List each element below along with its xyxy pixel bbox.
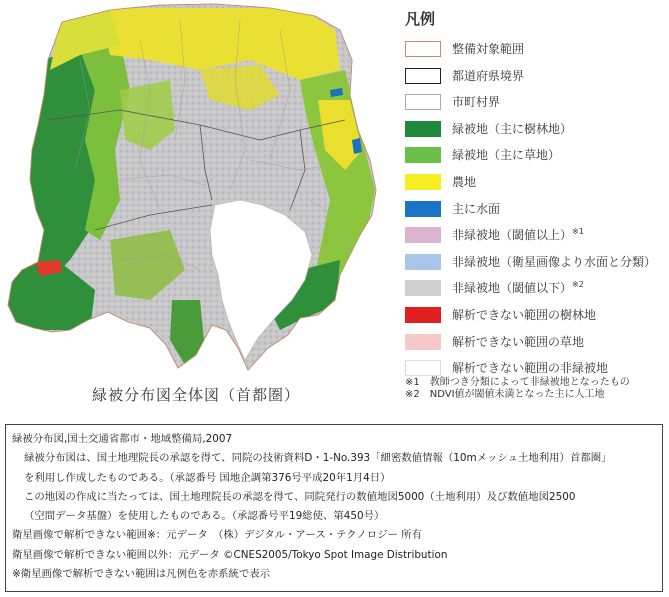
- legend-item: [405, 252, 665, 274]
- legend-label: 緑被地（主に草地）: [452, 148, 561, 163]
- legend-item: [405, 305, 665, 327]
- legend-item: [405, 92, 665, 114]
- legend-swatch: [405, 201, 441, 217]
- legend-label: 緑被地（主に樹林地）: [452, 121, 573, 136]
- credit-line-7: 衛星画像で解析できない範囲以外：元データ ©CNES2005/Tokyo Spot Image Distribution: [12, 548, 448, 561]
- legend-footnote-mark: ※2: [572, 280, 584, 290]
- legend-label: 整備対象範囲: [452, 42, 525, 56]
- legend-label: 農地: [452, 174, 477, 189]
- legend-list: [405, 39, 665, 380]
- legend-swatch: [405, 121, 441, 137]
- legend-swatch: [405, 360, 441, 376]
- legend-item: [405, 225, 665, 247]
- legend-item: [405, 145, 665, 167]
- legend-swatch: [405, 307, 441, 323]
- credit-line-2: 緑被分布図は、国土地理院長の承認を得て、同院の技術資料D・1-No.393「細密数値情報（10mメッシュ土地利用）首都圏」: [24, 452, 612, 465]
- legend-swatch: [405, 68, 441, 84]
- legend-swatch: [405, 227, 441, 243]
- legend-label: 主に水面: [452, 201, 501, 216]
- credit-line-6: 衛星画像で解析できない範囲※：元データ （株）デジタル・アース・テクノロジー 所有: [12, 529, 422, 542]
- legend-swatch: [405, 147, 441, 163]
- legend-swatch: [405, 254, 441, 270]
- legend-label: 非緑被地（閾値以上）$^{※1}$: [452, 227, 584, 243]
- legend-label: 解析できない範囲の樹林地: [452, 307, 597, 322]
- note-1: ※1 教師つき分類によって非緑被地となったもの: [405, 377, 630, 388]
- legend-notes: [405, 377, 667, 401]
- legend-item: [405, 119, 665, 141]
- greenery-distribution-map[interactable]: [0, 0, 400, 380]
- legend-label: 非緑被地（衛星画像より水面と分類）: [452, 254, 657, 269]
- credits-box: [5, 424, 663, 592]
- legend-item: [405, 332, 665, 354]
- credit-line-5: （空間データ基盤）を使用したものである。（承認番号平19総使、第450号）: [24, 510, 385, 523]
- legend-swatch: [405, 94, 441, 110]
- legend-label: 都道府県境界: [452, 68, 525, 83]
- legend-swatch: [405, 334, 441, 350]
- legend-label: 非緑被地（閾値以下）$^{※2}$: [452, 280, 584, 296]
- legend-label: 解析できない範囲の非緑被地: [452, 361, 609, 376]
- note-2: ※2 NDVI値が閾値未満となった主に人工地: [405, 389, 605, 400]
- legend-title: 凡例: [405, 10, 436, 28]
- credit-line-8: ※衛星画像で解析できない範囲は凡例色を赤系統で表示: [12, 568, 271, 581]
- credit-line-3: を利用し作成したものである。（承認番号 国地企調第376号平成20年1月4日）: [24, 471, 391, 484]
- credit-line-source: 緑被分布図,国土交通省都市・地域整備局,2007: [12, 433, 233, 445]
- map-title: 緑被分布図全体図（首都圏）: [92, 386, 301, 404]
- legend-item: [405, 278, 665, 300]
- legend-item: [405, 66, 665, 88]
- legend: [405, 8, 665, 385]
- legend-item: [405, 172, 665, 194]
- legend-item: [405, 39, 665, 61]
- credit-line-4: この地図の作成に当たっては、国土地理院長の承認を得て、同院発行の数値地図5000（土地利用）及び数値地図2500: [24, 490, 576, 503]
- legend-item: [405, 199, 665, 221]
- legend-swatch: [405, 174, 441, 190]
- legend-label: 解析できない範囲の草地: [452, 334, 585, 349]
- legend-label: 市町村界: [452, 95, 501, 110]
- legend-swatch: [405, 41, 441, 57]
- legend-swatch: [405, 280, 441, 296]
- legend-footnote-mark: ※1: [572, 227, 584, 237]
